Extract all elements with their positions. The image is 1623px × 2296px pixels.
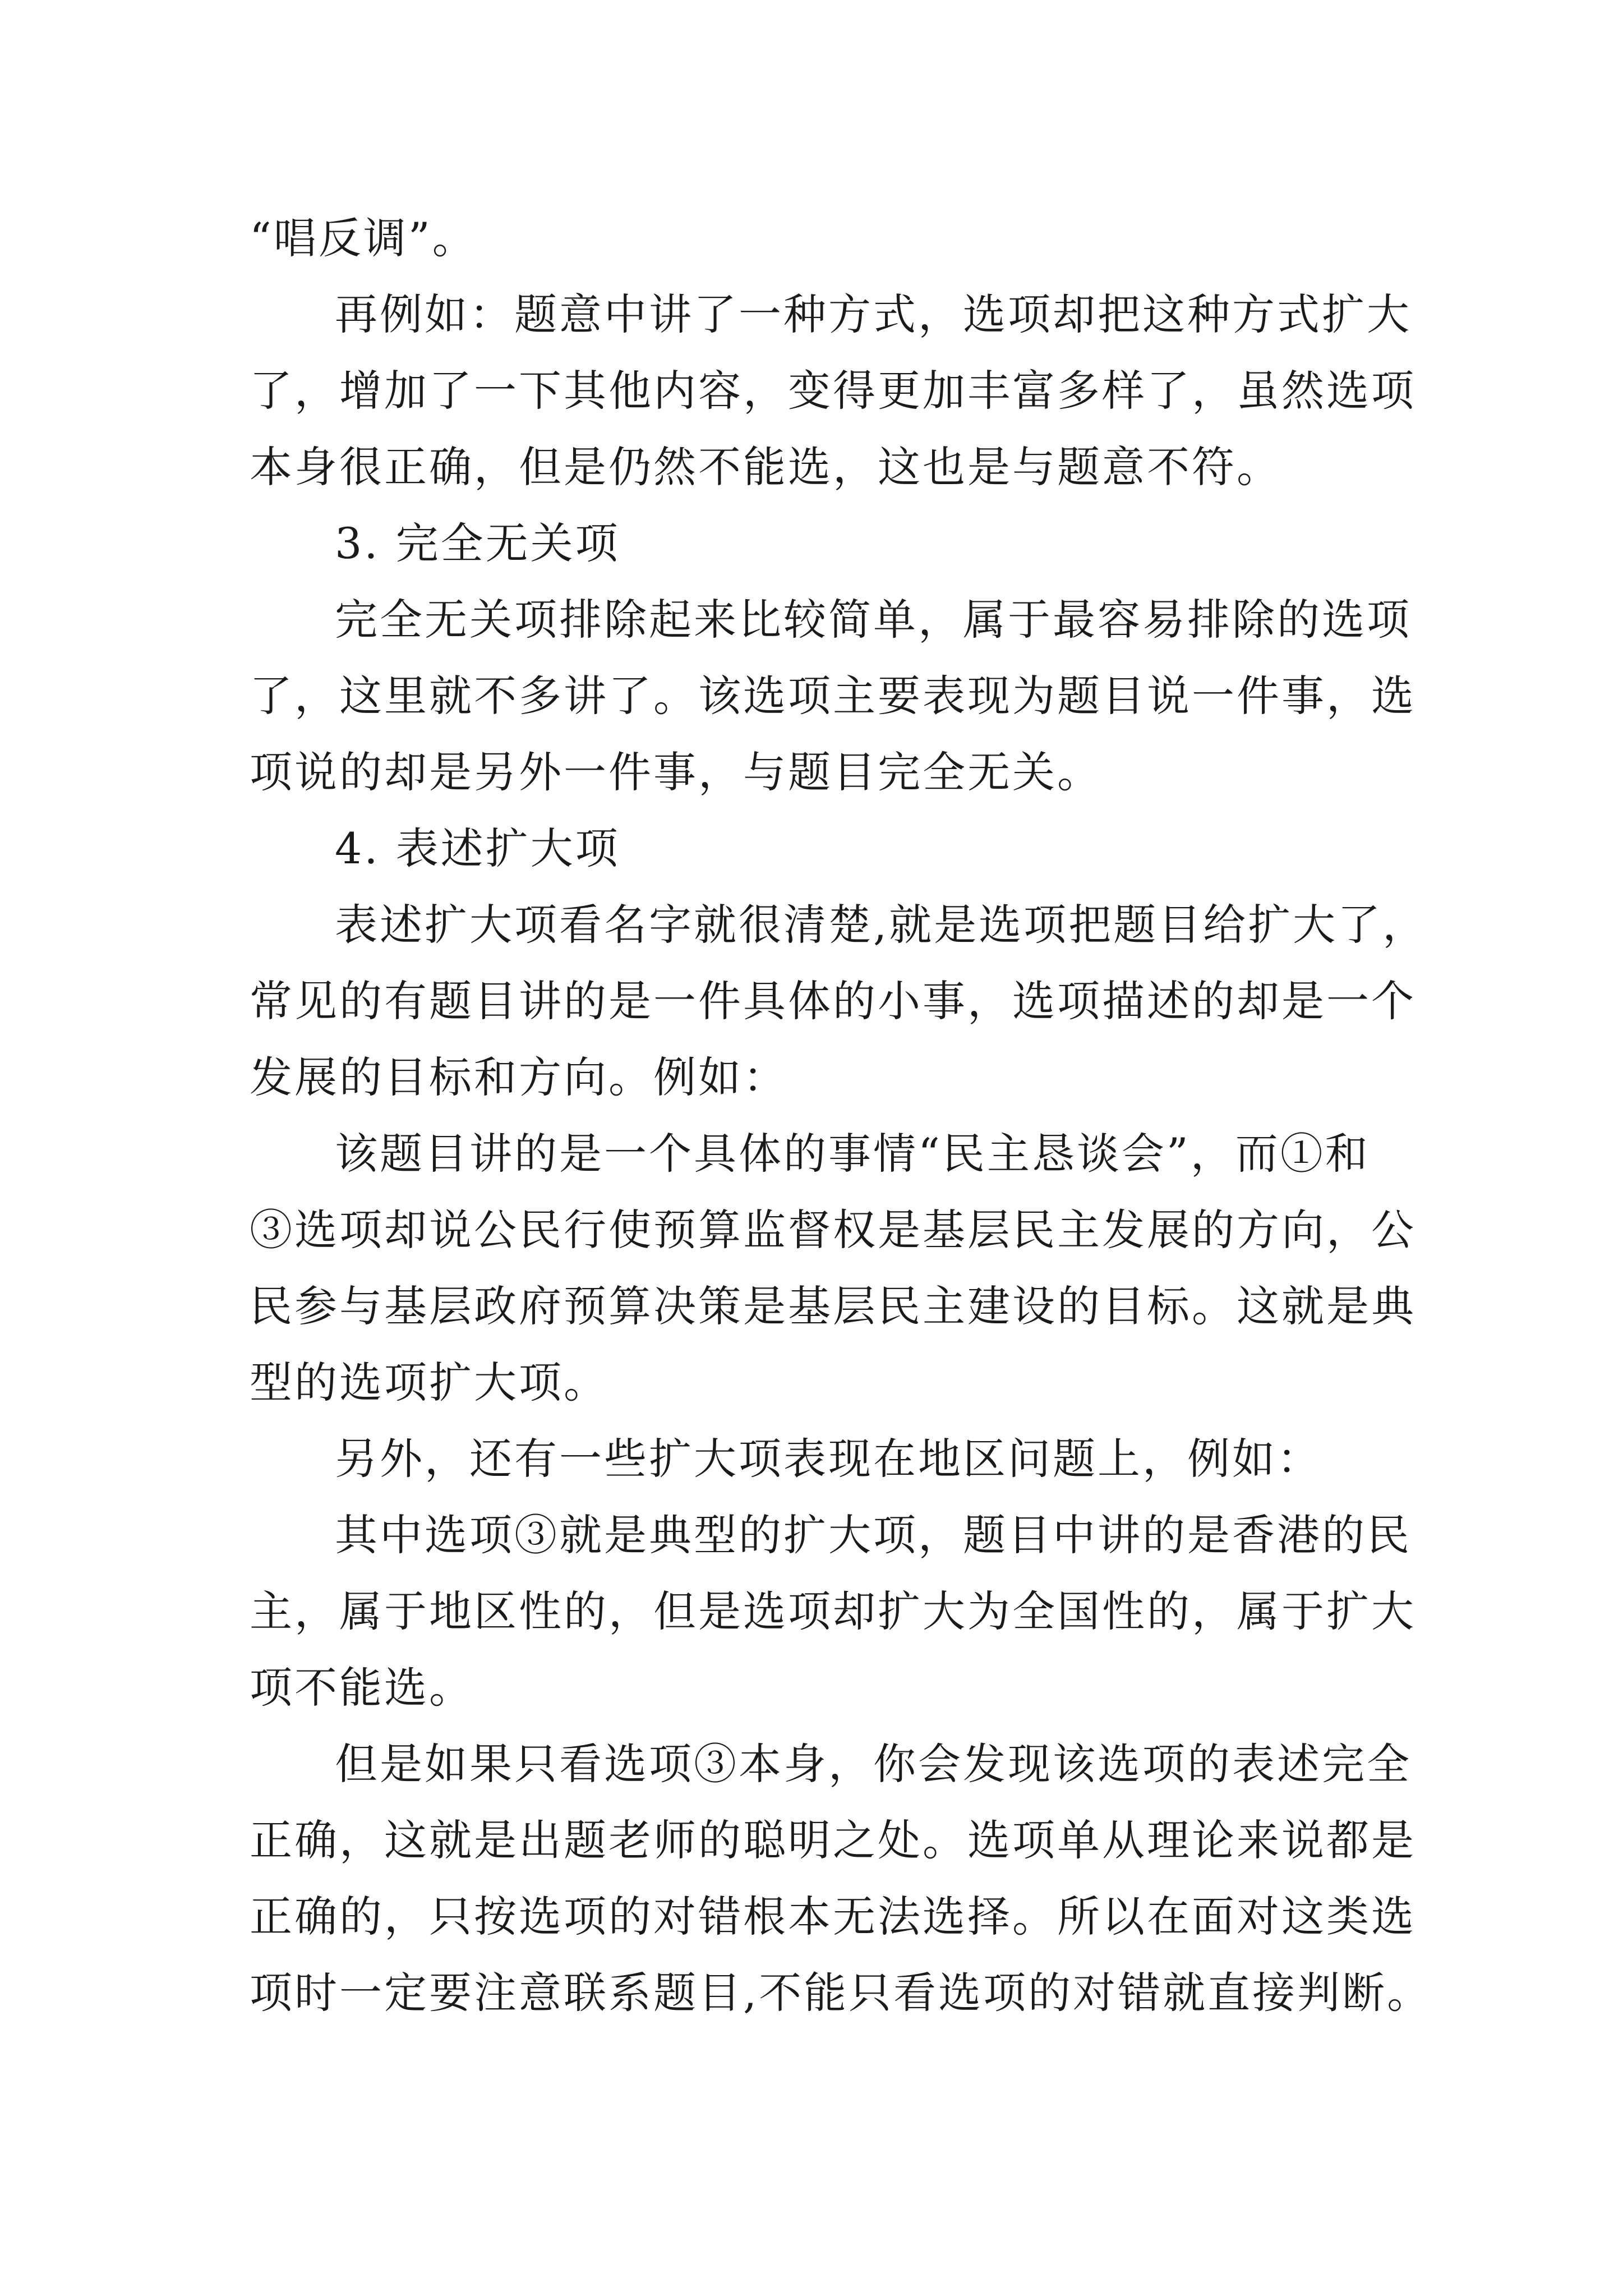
text-line: 但是如果只看选项③本身，你会发现该选项的表述完全 [335,1739,1412,1789]
text-line: 项时一定要注意联系题目,不能只看选项的对错就直接判断。 [250,1968,1432,2018]
document-body [250,200,1432,2031]
text-line: 表述扩大项看名字就很清楚,就是选项把题目给扩大了， [335,900,1428,950]
text-line: 了，增加了一下其他内容，变得更加丰富多样了，虽然选项 [250,366,1416,416]
text-line: 型的选项扩大项。 [250,1358,608,1407]
text-line: 项不能选。 [250,1663,474,1713]
text-line: 项说的却是另外一件事，与题目完全无关。 [250,747,1102,797]
text-line: ③选项却说公民行使预算监督权是基层民主发展的方向，公 [250,1205,1416,1255]
text-line: 完全无关项排除起来比较简单，属于最容易排除的选项 [335,595,1412,645]
section-heading: 3. 完全无关项 [335,518,620,568]
text-line: 正确，这就是出题老师的聪明之处。选项单从理论来说都是 [250,1815,1416,1865]
text-line: 该题目讲的是一个具体的事情“民主恳谈会”，而①和 [335,1129,1370,1179]
text-line: 本身很正确，但是仍然不能选，这也是与题意不符。 [250,442,1281,492]
text-line: “唱反调”。 [250,213,477,263]
text-line: 了，这里就不多讲了。该选项主要表现为题目说一件事，选 [250,671,1416,721]
section-heading: 4. 表述扩大项 [335,823,620,873]
text-line: 主，属于地区性的，但是选项却扩大为全国性的，属于扩大 [250,1586,1416,1636]
text-line: 再例如：题意中讲了一种方式，选项却把这种方式扩大 [335,289,1412,339]
text-line: 另外，还有一些扩大项表现在地区问题上，例如： [335,1434,1322,1484]
text-line: 发展的目标和方向。例如： [250,1052,788,1102]
text-line: 常见的有题目讲的是一件具体的小事，选项描述的却是一个 [250,976,1416,1026]
text-line: 民参与基层政府预算决策是基层民主建设的目标。这就是典 [250,1281,1416,1331]
text-line: 正确的，只按选项的对错根本无法选择。所以在面对这类选 [250,1892,1416,1941]
text-line: 其中选项③就是典型的扩大项，题目中讲的是香港的民 [335,1510,1412,1560]
